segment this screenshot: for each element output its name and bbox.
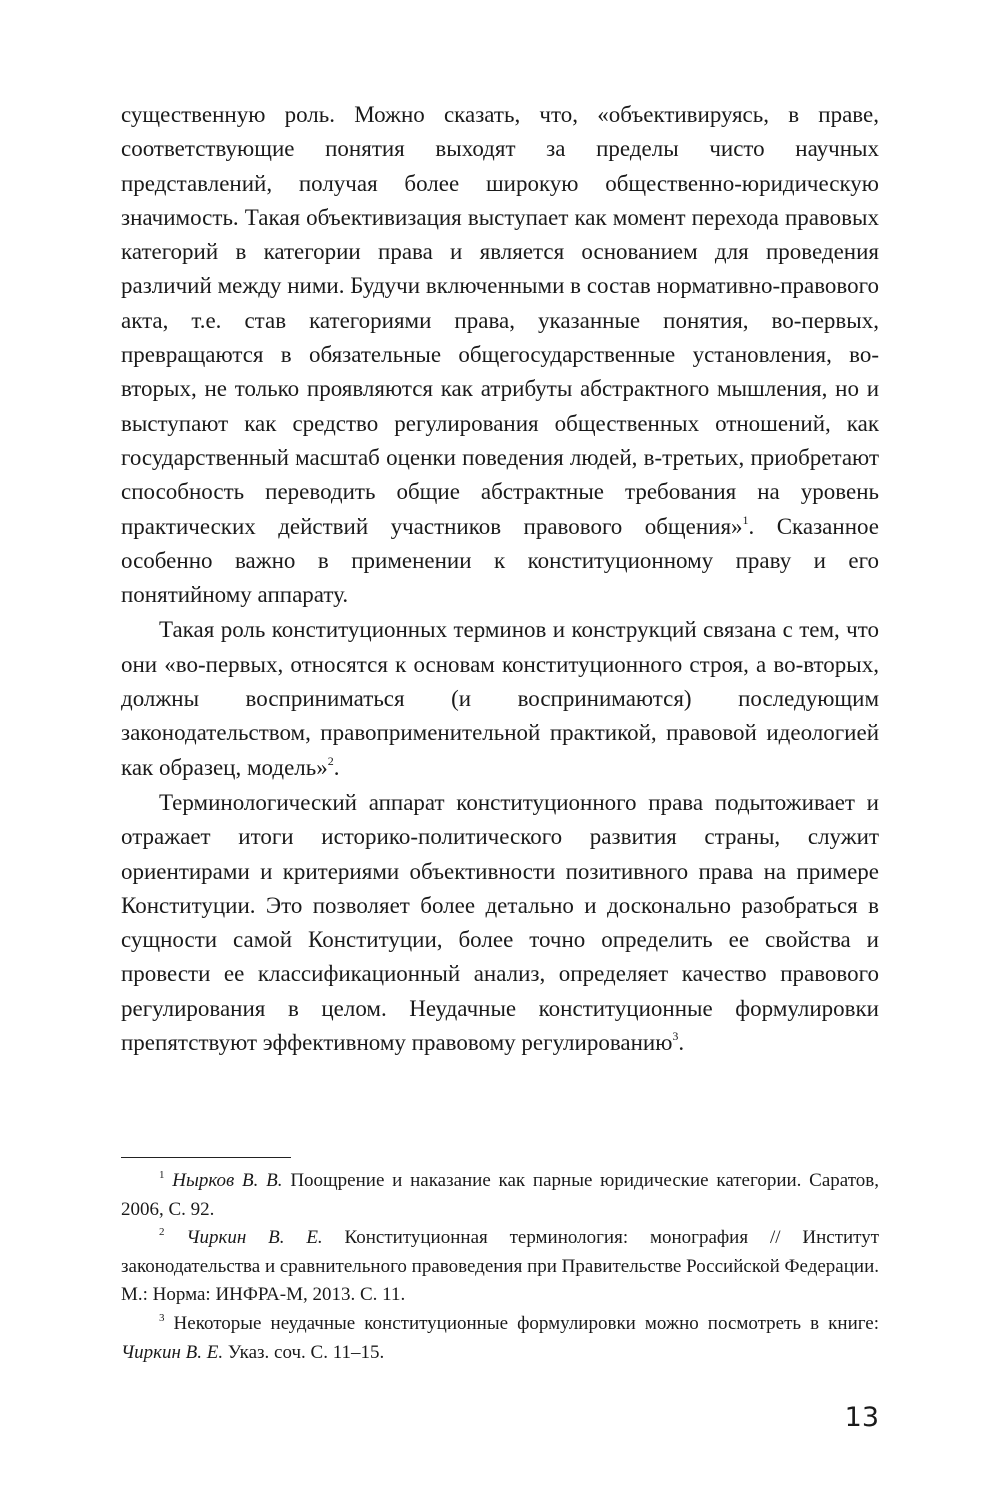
page-number: 13 bbox=[844, 1402, 879, 1433]
paragraph-2-text: Такая роль конституционных терминов и конструкций связана с тем, что они «во-первых, относятся к основам конституционного строя, а во-вторых, должны восприниматься (и воспринимаются) последующим законодательством, правоприменительной практикой, правовой идеологией как образец, модель» bbox=[121, 617, 879, 780]
footnote-lead: Некоторые неудачные конституционные формулировки можно посмотреть в книге: bbox=[164, 1312, 879, 1334]
paragraph-1-text: существенную роль. Можно сказать, что, «объективируясь, в праве, соответствующие понятия выходят за пределы чисто научных представлений, получая более широкую общественно-юридическую значимость. Такая объективизация выступает как момент перехода правовых категорий в категории права и является основанием для проведения различий между ними. Будучи включенными в состав нормативно-правового акта, т.е. став категориями права, указанные понятия, во-первых, превращаются в обязательные общегосударственные установления, во-вторых, не только проявляются как атрибуты абстрактного мышления, но и выступают как средство регулирования общественных отношений, как государственный масштаб оценки поведения людей, в-третьих, приобретают способность переводить общие абстрактные требования на уровень практических действий участников правового общения» bbox=[121, 102, 879, 539]
paragraph-3 bbox=[121, 786, 879, 1060]
footnote-number: 2 bbox=[159, 1226, 165, 1239]
footnote-text: Конституционная терминология: монография // Институт законодательства и сравнительного правоведения при Правительстве Российской Федерации. М.: Норма: ИНФРА-М, 2013. С. 11. bbox=[121, 1227, 880, 1306]
main-text bbox=[121, 98, 879, 1060]
footnote-number: 3 bbox=[159, 1311, 165, 1324]
footnote-ref-3[interactable]: 3 bbox=[672, 1029, 679, 1044]
footnote-text: Поощрение и наказание как парные юридические категории. Саратов, 2006, С. 92. bbox=[121, 1170, 879, 1220]
footnote-2 bbox=[121, 1224, 879, 1310]
footnote-text: Указ. соч. С. 11–15. bbox=[223, 1341, 385, 1363]
footnote-divider bbox=[121, 1157, 291, 1158]
paragraph-1-tail: . Сказанное особенно важно в применении к конституционному праву и его понятийному аппарату. bbox=[121, 513, 879, 608]
paragraph-3-text: Терминологический аппарат конституционного права подытоживает и отражает итоги историко-политического развития страны, служит ориентирами и критериями объективности позитивного права на примере Конституции. Это позволяет более детально и досконально разобраться в сущности самой Конституции, более точно определить ее свойства и провести ее классификационный анализ, определяет качество правового регулирования в целом. Неудачные конституционные формулировки препятствуют эффективному правовому регулированию bbox=[121, 789, 879, 1056]
paragraph-1 bbox=[121, 98, 879, 612]
footnotes bbox=[121, 1167, 879, 1367]
footnote-ref-1[interactable]: 1 bbox=[742, 512, 749, 527]
footnote-ref-2[interactable]: 2 bbox=[327, 753, 334, 768]
paragraph-2 bbox=[121, 613, 879, 784]
footnote-1 bbox=[121, 1167, 879, 1224]
footnote-author: Нырков В. В. bbox=[172, 1170, 283, 1191]
footnote-author: Чиркин В. Е. bbox=[121, 1341, 224, 1363]
footnote-author: Чиркин В. Е. bbox=[186, 1227, 323, 1249]
footnote-number: 1 bbox=[159, 1169, 165, 1181]
paragraph-2-tail: . bbox=[333, 754, 340, 780]
paragraph-3-tail: . bbox=[678, 1030, 685, 1056]
footnote-3 bbox=[121, 1310, 879, 1367]
